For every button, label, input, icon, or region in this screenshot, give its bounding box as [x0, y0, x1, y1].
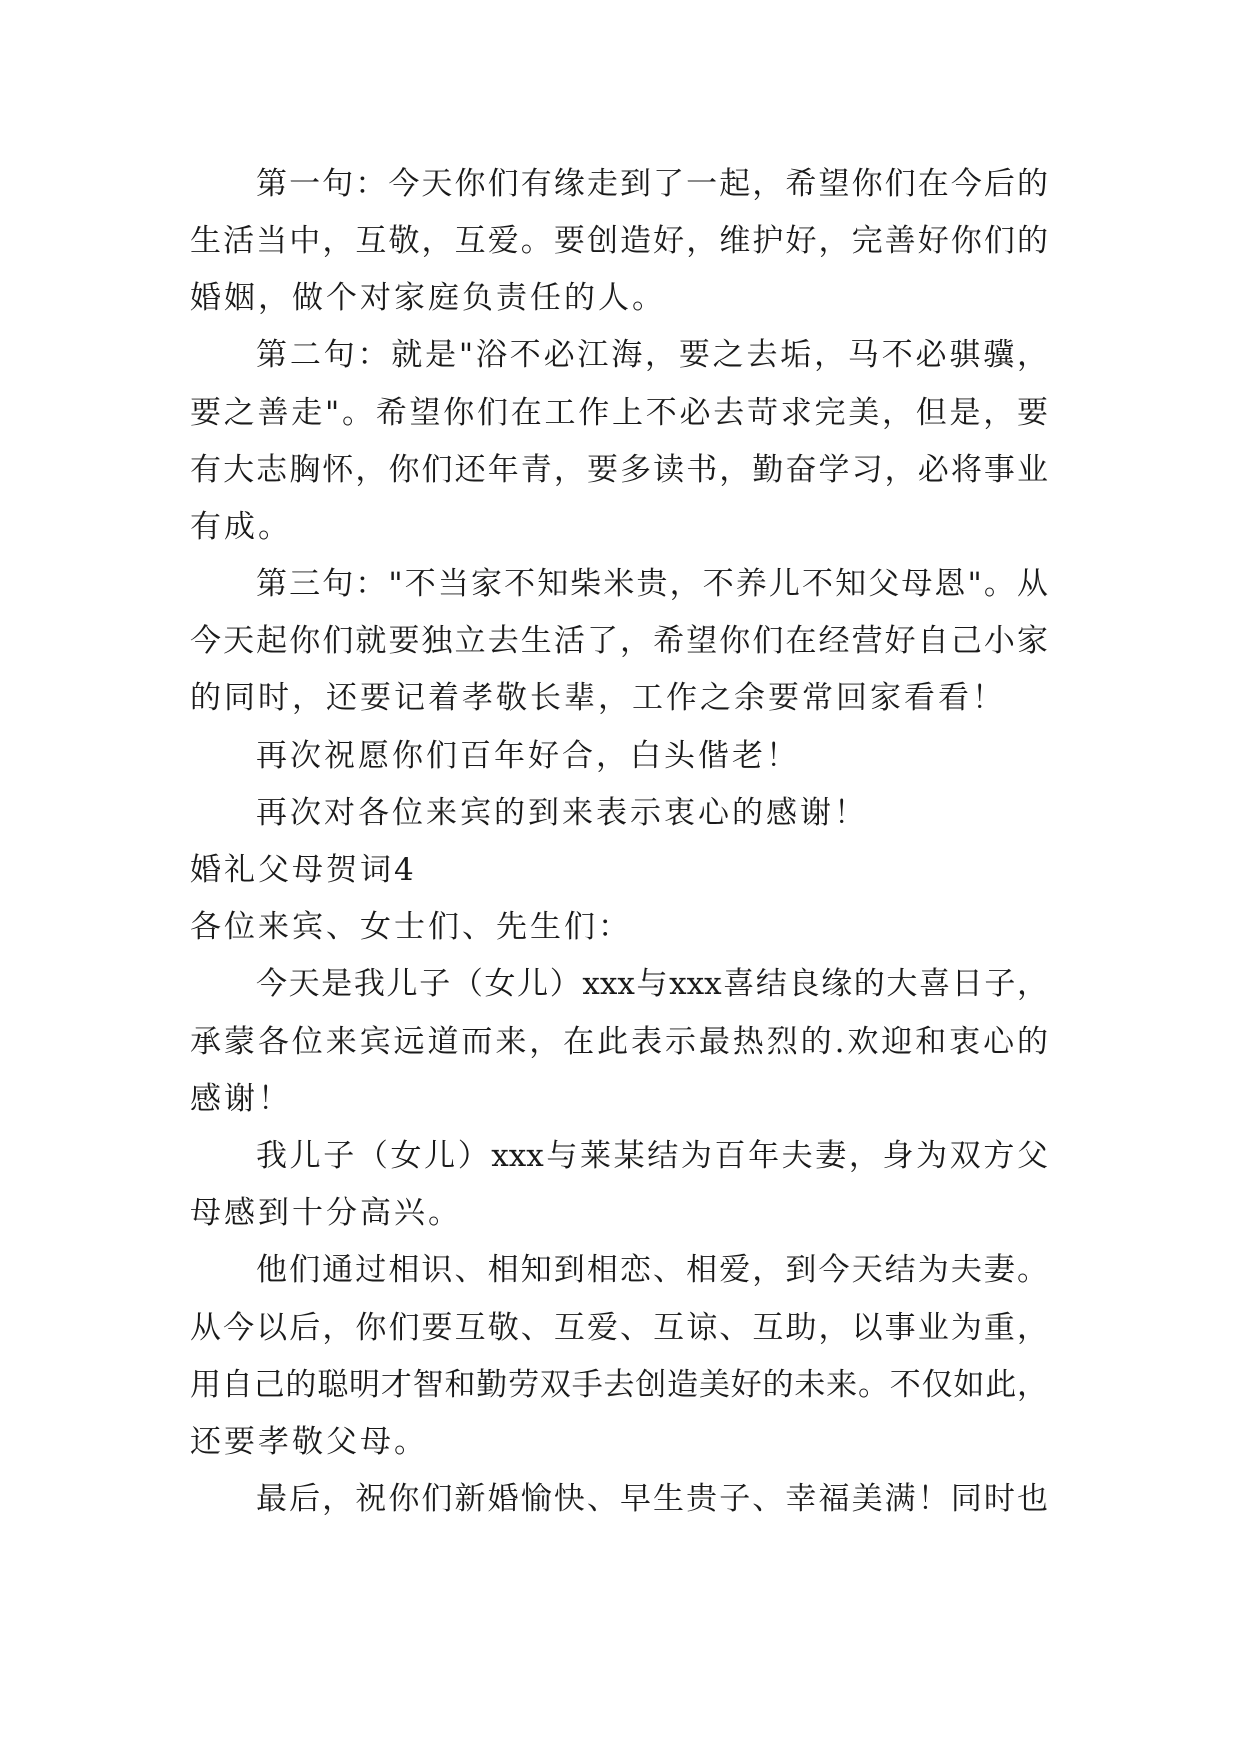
paragraph-line: 第三句："不当家不知柴米贵，不养儿不知父母恩"。从 [256, 566, 1048, 602]
paragraph-line: 从今以后，你们要互敬、互爱、互谅、互助，以事业为重， [190, 1310, 1048, 1346]
paragraph-line: 有大志胸怀，你们还年青，要多读书，勤奋学习，必将事业 [190, 452, 1048, 488]
paragraph-line: 生活当中，互敬，互爱。要创造好，维护好，完善好你们的 [190, 223, 1048, 259]
salutation: 各位来宾、女士们、先生们： [190, 909, 632, 945]
paragraph-line: 的同时，还要记着孝敬长辈，工作之余要常回家看看！ [190, 680, 1006, 716]
paragraph-line: 承蒙各位来宾远道而来，在此表示最热烈的.欢迎和衷心的 [190, 1024, 1048, 1060]
paragraph-line: 我儿子（女儿）xxx与莱某结为百年夫妻，身为双方父 [256, 1138, 1048, 1174]
paragraph-line: 再次对各位来宾的到来表示衷心的感谢！ [256, 795, 868, 831]
paragraph-line: 最后，祝你们新婚愉快、早生贵子、幸福美满！同时也 [256, 1481, 1048, 1517]
paragraph-line: 他们通过相识、相知到相恋、相爱，到今天结为夫妻。 [256, 1252, 1048, 1288]
paragraph-line: 第二句：就是"浴不必江海，要之去垢，马不必骐骥， [256, 337, 1048, 373]
paragraph-line: 母感到十分高兴。 [190, 1195, 462, 1231]
paragraph-line: 婚姻，做个对家庭负责任的人。 [190, 280, 666, 316]
paragraph-line: 第一句：今天你们有缘走到了一起，希望你们在今后的 [256, 166, 1048, 202]
section-heading: 婚礼父母贺词4 [190, 852, 417, 888]
paragraph-line: 要之善走"。希望你们在工作上不必去苛求完美，但是，要 [190, 395, 1048, 431]
paragraph-line: 有成。 [190, 509, 292, 545]
paragraph-line: 感谢！ [190, 1081, 292, 1117]
paragraph-line: 用自己的聪明才智和勤劳双手去创造美好的未来。不仅如此， [190, 1367, 1048, 1403]
paragraph-line: 还要孝敬父母。 [190, 1424, 428, 1460]
paragraph-line: 今天起你们就要独立去生活了，希望你们在经营好自己小家 [190, 623, 1048, 659]
paragraph-line: 再次祝愿你们百年好合，白头偕老！ [256, 738, 800, 774]
paragraph-line: 今天是我儿子（女儿）xxx与xxx喜结良缘的大喜日子， [256, 966, 1048, 1002]
